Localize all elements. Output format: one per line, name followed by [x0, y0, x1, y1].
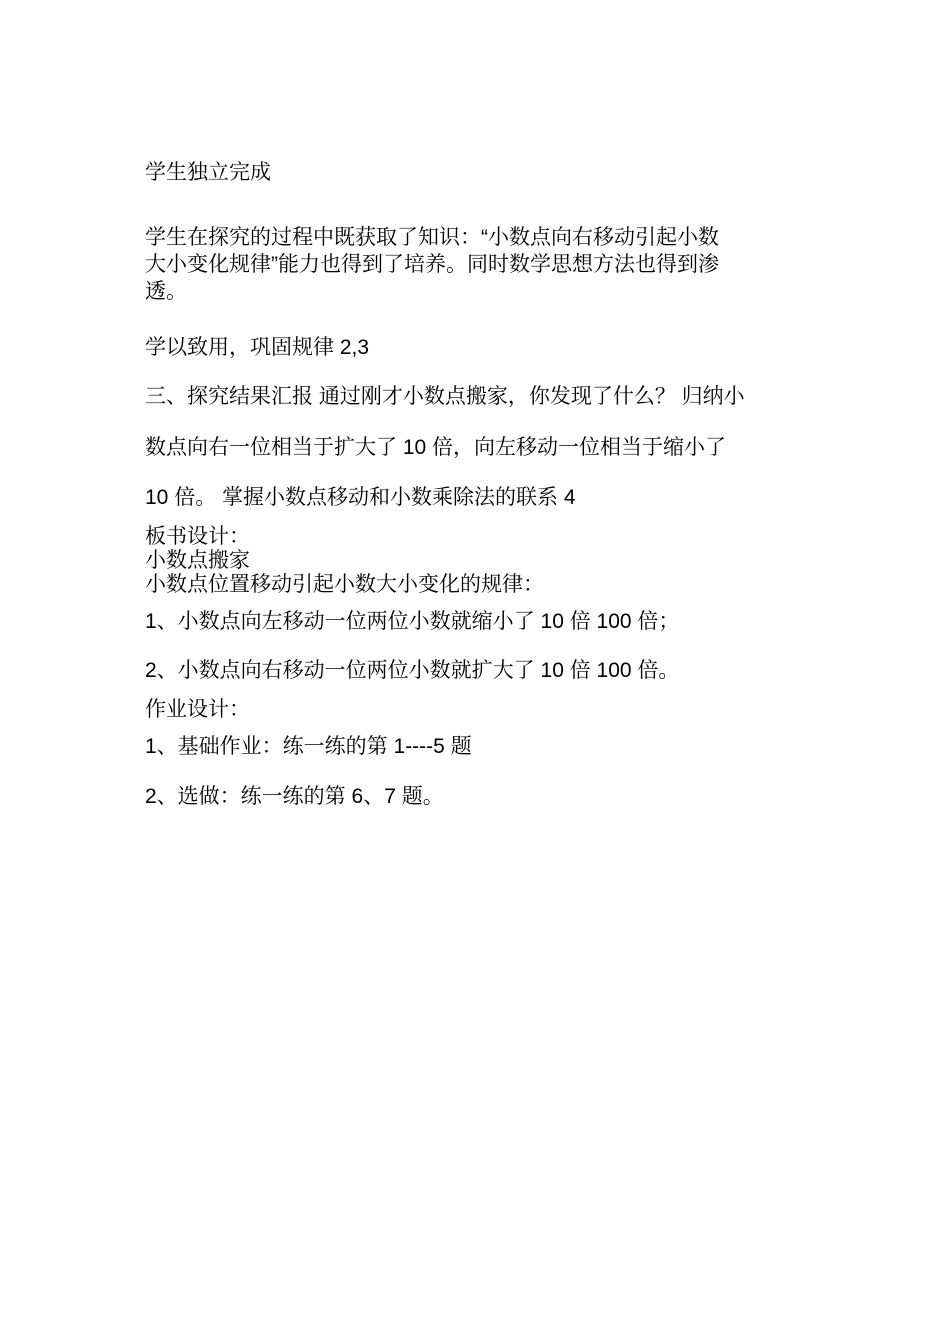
paragraph-independent-completion: 学生独立完成 — [145, 161, 271, 184]
paragraph-report-line-3: 10 倍。 掌握小数点移动和小数乘除法的联系 4 — [145, 486, 576, 509]
paragraph-report-line-2: 数点向右一位相当于扩大了 10 倍，向左移动一位相当于缩小了 — [145, 436, 727, 459]
paragraph-knowledge-summary — [145, 224, 810, 305]
paragraph-line: 透。 — [145, 280, 187, 303]
homework-item-2: 2、选做：练一练的第 6、7 题。 — [145, 785, 444, 808]
paragraph-line: 大小变化规律”能力也得到了培养。同时数学思想方法也得到渗 — [145, 253, 719, 276]
board-design-subtitle: 小数点搬家 — [145, 549, 250, 572]
homework-heading: 作业设计： — [145, 698, 250, 721]
paragraph-apply-practice: 学以致用，巩固规律 2,3 — [145, 336, 370, 359]
paragraph-line: 学生在探究的过程中既获取了知识：“小数点向右移动引起小数 — [145, 226, 719, 249]
paragraph-report-line-1: 三、探究结果汇报 通过刚才小数点搬家，你发现了什么？ 归纳小 — [145, 385, 745, 408]
board-design-heading: 板书设计： — [145, 525, 250, 548]
homework-item-1: 1、基础作业：练一练的第 1----5 题 — [145, 735, 472, 758]
rule-item-1: 1、小数点向左移动一位两位小数就缩小了 10 倍 100 倍； — [145, 610, 680, 633]
rule-item-2: 2、小数点向右移动一位两位小数就扩大了 10 倍 100 倍。 — [145, 659, 680, 682]
board-design-rule: 小数点位置移动引起小数大小变化的规律： — [145, 573, 544, 596]
